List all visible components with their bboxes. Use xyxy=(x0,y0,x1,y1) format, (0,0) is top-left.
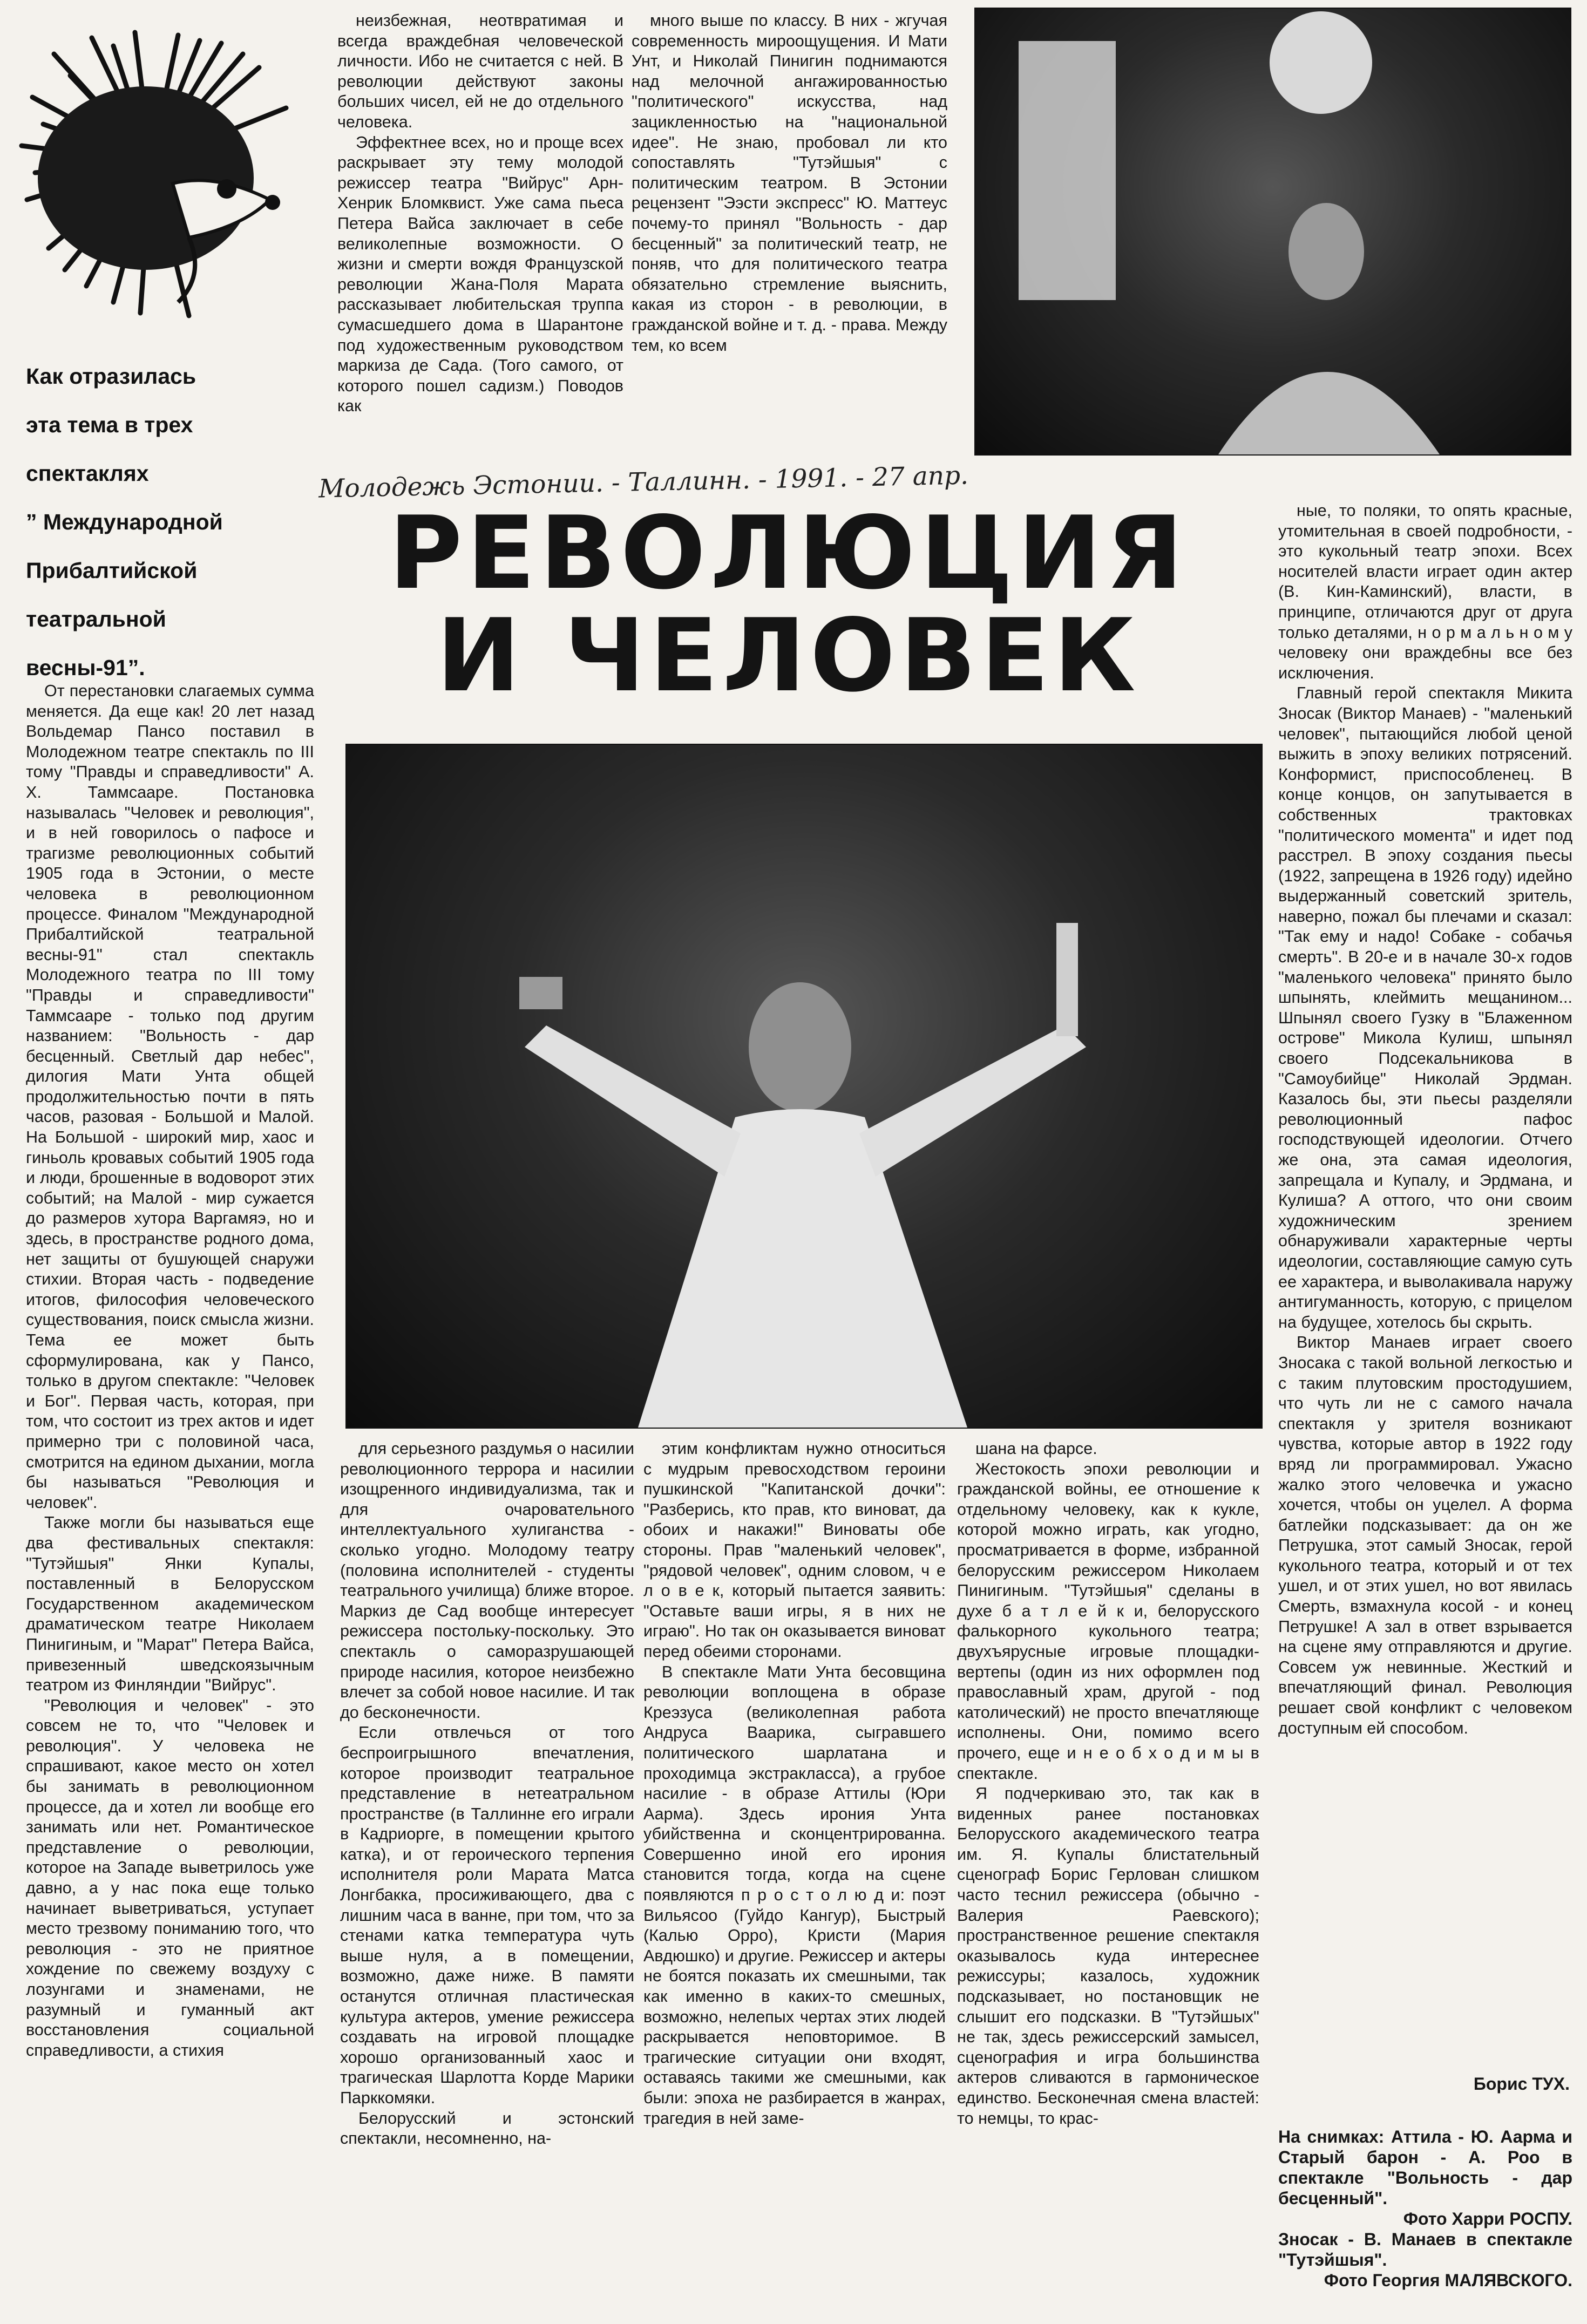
article-column-3-bottom xyxy=(643,1439,946,2319)
caption-line: Зносак - В. Манаев в спектакле "Тутэйшыя". xyxy=(1278,2230,1572,2269)
caption-credit: Фото Харри РОСПУ. xyxy=(1403,2209,1572,2228)
photo-actor-center xyxy=(345,744,1263,1429)
headline-line-1: РЕВОЛЮЦИЯ xyxy=(389,494,1188,611)
lead-text xyxy=(26,352,307,692)
paragraph: Жестокость эпохи революции и гражданской войны, ее отношение к отдельному человеку, как к кукле, которой можно играть, как угодно, просматривается в форме, избранной белорусским режиссером Николаем Пинигиным. "Тутэйшыя" сделаны в духе б а т л е й к и, белорусского фалькорного кукольного театра; двухъярусные игровые площадки-вертепы (один из них оформлен под православный храм, другой - под католический) не просто впечатляюще исполнены. Они, помимо всего прочего, еще и н е о б х о д и м ы в спектакле. xyxy=(957,1459,1259,1783)
paragraph: ные, то поляки, то опять красные, утомительная в своей подробности, - это кукольный театр эпохи. Всех носителей власти играет один актер (В. Кин-Каминский), власти, в принципе, отличаются друг от друга только деталями, н о р м а л ь н о м у человеку они враждебны все без исключения. xyxy=(1278,501,1572,682)
paragraph: Эффектнее всех, но и проще всех раскрывает эту тему молодой режиссер театра "Вийрус" Арн-Хенрик Бломквист. Уже сама пьеса Петера Вайса заключает в себе великолепные возможности. О жизни и смерти вождя Французской революции Жана-Поля Марата рассказывает любительская труппа сумасшедшего дома в Шарантоне под художественным руководством маркиза де Сада. (Того самого, от которого пошел садизм.) Поводов как xyxy=(337,133,623,416)
lead-line: Как отразилась xyxy=(26,364,196,389)
lead-line: ” Международной xyxy=(26,509,223,534)
paragraph: "Революция и человек" - это совсем не то, что "Человек и революция". У человека не спрашивают, какое место он хотел бы занимать в революционном процессе, да и хотел ли вообще его занимать или нет. Романтическое представление о революции, которое на Западе выветрилось уже давно, а у нас пока еще только начинает выветриваться, уступает место трезвому пониманию того, что революция - это не приятное хождение по свежему воздуху с лозунгами и знаменами, не разумный и гуманный акт восстановления социальной справедливости, а стихия xyxy=(26,1696,314,2060)
article-column-4-bottom xyxy=(957,1439,1259,2319)
headline xyxy=(324,494,1252,714)
paragraph: этим конфликтам нужно относиться с мудрым превосходством героини пушкинской "Капитанской дочки": "Разберись, кто прав, кто виноват, да обоих и накажи!" Виноваты обе стороны. Прав "маленький человек", "рядовой человек", одним словом, ч е л о в е к, который пытается заявить: "Оставьте ваши игры, я в них не играю". Но так он оказывается виноват перед обеими сторонами. xyxy=(643,1439,946,1661)
headline-line-2: И ЧЕЛОВЕК xyxy=(436,597,1140,714)
author-signature: Борис ТУХ. xyxy=(1473,2074,1570,2094)
paragraph: много выше по классу. В них - жгучая современность мироощущения. И Мати Унт, и Николай Пинигин поднимаются над мелочной ангажированностью "политического" искусства, над зацикленностью на "национальной идее". Не знаю, пробовал ли кто сопоставлять "Тутэйшыя" с политическим театром. В Эстонии рецензент "Ээсти экспресс" Ю. Маттеус почему-то принял "Вольность - дар бесценный" за политический театр, не поняв, что для политического театра обязательно стремление выяснить, какая из сторон - в революции, в гражданской войне и т. д. - права. Между тем, ко всем xyxy=(632,11,947,355)
photo-captions xyxy=(1278,2126,1572,2291)
paragraph: Также могли бы называться еще два фестивальных спектакля: "Тутэйшыя" Янки Купалы, поставленный в Белорусском Государственном академическом драматическом театре Николаем Пинигиным, и "Марат" Петера Вайса, привезенный шведскоязычным театром из Финляндии "Вийрус". xyxy=(26,1513,314,1695)
caption-credit: Фото Георгия МАЛЯВСКОГО. xyxy=(1324,2271,1572,2290)
paragraph: неизбежная, неотвратимая и всегда враждебная человеческой личности. Ибо не считается с ней. В революции действуют законы больших чисел, ей не до отдельного человека. xyxy=(337,11,623,131)
article-column-2-bottom xyxy=(340,1439,634,2319)
article-column-2-top xyxy=(337,11,623,459)
photo-actors-top xyxy=(974,8,1571,456)
lead-line: эта тема в трех xyxy=(26,412,193,437)
paragraph: Главный герой спектакля Микита Зносак (Виктор Манаев) - "маленький человек", пытающийся любой ценой выжить в эпоху великих потрясений. Конформист, приспособленец. В конце концов, он запутывается в собственных трактовках "политического момента" и идет под расстрел. В эпоху создания пьесы (1922, запрещена в 1926 году) идейно выдержанный советский зритель, наверно, пожал бы плечами и сказал: "Так ему и надо! Собаке - собачья смерть". В 20-е и в начале 30-х годов "маленького человека" принято было шпынять, клеймить мещанином... Шпынял своего Гузку в "Блаженном острове" Микола Кулиш, шпынял своего Подсекальникова в "Самоубийце" Николай Эрдман. Казалось бы, эти пьесы разделяли революционный пафос господствующей идеологии. Отчего же она, эта самая идеология, запрещала и Купалу, и Эрдмана, и Кулиша? А оттого, что они своим художническим зрением обнаруживали характерные черты идеологии, составляющие самую суть ее характера, и выволакивала наружу антигуманность, которую, с прицелом на будущее, хотелось бы скрыть. xyxy=(1278,684,1572,1331)
paragraph: Я подчеркиваю это, так как в виденных ранее постановках Белорусского академического театра им. Я. Купалы блистательный сценограф Борис Герлован слишком часто теснил режиссера (обычно - Валерия Раевского); пространственное решение спектакля оказывалось куда интереснее режиссуры; казалось, художник подсказывает, но постановщик не слышит его подсказки. В "Тутэйшых" не так, здесь режиссерский замысел, сценография и игра большинства актеров сливаются в гармоническое единство. Бесконечная смена властей: то немцы, то крас- xyxy=(957,1784,1259,2128)
handwritten-note: Молодежь Эстонии. - Таллинн. - 1991. - 27 апр. xyxy=(318,460,969,504)
caption-line: На снимках: Аттила - Ю. Аарма и Старый барон - А. Роо в спектакле "Вольность - дар бесценный". xyxy=(1278,2127,1572,2208)
article-column-1 xyxy=(26,681,314,2316)
hedgehog-illustration xyxy=(11,22,313,324)
paragraph: для серьезного раздумья о насилии революционного террора и насилии изощренного индивидуализма, так и для очаровательного интеллектуального хулиганства - сколько угодно. Молодому театру (половина исполнителей - студенты театрального училища) ближе второе. Маркиз де Сад вообще интересует режиссера постольку-поскольку. Это спектакль о саморазрушающей природе насилия, которое неизбежно влечет за собой новое насилие. И так до бесконечности. xyxy=(340,1439,634,1722)
paragraph: Виктор Манаев играет своего Зносака с такой вольной легкостью и с таким плутовским простодушием, что чуть ли не с самого начала спектакля у зрителя возникают чувства, которые автор в 1922 году вряд ли программировал. Ужасно жалко этого человечка и ужасно хочется, чтобы он уцелел. А форма батлейки подсказывает: да он же Петрушка, этот самый Зносак, герой кукольного театра, который и от тех ушел, и от этих ушел, но вот явилась Смерть, взмахнула косой - и конец Петрушке! А зал в ответ взрывается на сцене яму отправляются и другие. Совсем уж невинные. Жесткий и впечатляющий финал. Революция решает свой конфликт с человеком доступным ей способом. xyxy=(1278,1333,1572,1737)
lead-line: весны-91”. xyxy=(26,655,145,680)
paragraph: В спектакле Мати Унта бесовщина революции воплощена в образе Креэзуса (великолепная работа Андруса Ваарика, сыгравшего политического шарлатана и проходимца экстракласса), а грубое насилие - в образе Аттилы (Юри Аарма). Здесь ирония Унта убийственна и сконцентрированна. Совершенно иной его ирония становится тогда, когда на сцене появляются п р о с т о л ю д и: поэт Вильясоо (Гуйдо Кангур), Быстрый (Калью Орро), Кристи (Мария Авдюшко) и другие. Режиссер и актеры не боятся показать их смешными, так как именно в каких-то смешных, возможно, нелепых чертах этих людей раскрывается неповторимое. В трагические ситуации они входят, оставаясь такими же смешными, как были: эпоха не разбирается в жанрах, трагедия в ней заме- xyxy=(643,1662,946,2128)
lead-line: театральной xyxy=(26,607,166,631)
paragraph: От перестановки слагаемых сумма меняется. Да еще как! 20 лет назад Вольдемар Пансо поставил в Молодежном театре спектакль по III тому "Правды и справедливости" А. Х. Таммсааре. Постановка называлась "Человек и революция", и в ней говорилось о пафосе и трагизме революционных событий 1905 года в Эстонии, о месте человека в революционном процессе. Финалом "Международной Прибалтийской театральной весны-91" стал спектакль Молодежного театра по III тому "Правды и справедливости" Таммсааре - только под другим названием: "Вольность - дар бесценный. Светлый дар небес", дилогия Мати Унта общей продолжительностью почти в пять часов, разовая - Большой и Малой. На Большой - широкий мир, хаос и гиньоль кровавых событий 1905 года и люди, брошенные в водоворот этих событий; на Малой - мир сужается до размеров хутора Варгамяэ, но и здесь, в пространстве родного дома, нет защиты от бушующей снаружи стихии. Вторая часть - подведение итогов, философия человеческого существования, поиск смысла жизни. Тема ее может быть сформулирована, как у Пансо, только в другом спектакле: "Человек и Бог". Первая часть, которая, при том, что состоит из трех актов и идет примерно три с половиной часа, смотрится на едином дыхании, могла бы называться "Революция и человек". xyxy=(26,682,314,1512)
article-column-5 xyxy=(1278,501,1572,2085)
paragraph: шана на фарсе. xyxy=(975,1439,1097,1458)
paragraph: Если отвлечься от того беспроигрышного впечатления, которое производит театральное представление в нетеатральном пространстве (в Таллинне его играли в Кадриорге, в помещении крытого катка), и от героического терпения исполнителя роли Марата Матса Лонгбакка, просиживающего, два с лишним часа в ванне, при том, что за стенами катка температура чуть выше нуля, а в помещении, возможно, даже ниже. В памяти останутся отличная пластическая культура актеров, умение режиссера создавать на игровой площадке хорошо организованный хаос и трагическая Шарлотта Корде Марики Парккомяки. xyxy=(340,1723,634,2107)
lead-line: спектаклях xyxy=(26,461,149,486)
article-column-3-top xyxy=(632,11,947,459)
lead-line: Прибалтийской xyxy=(26,558,198,583)
paragraph: Белорусский и эстонский спектакли, несомненно, на- xyxy=(340,2109,634,2148)
